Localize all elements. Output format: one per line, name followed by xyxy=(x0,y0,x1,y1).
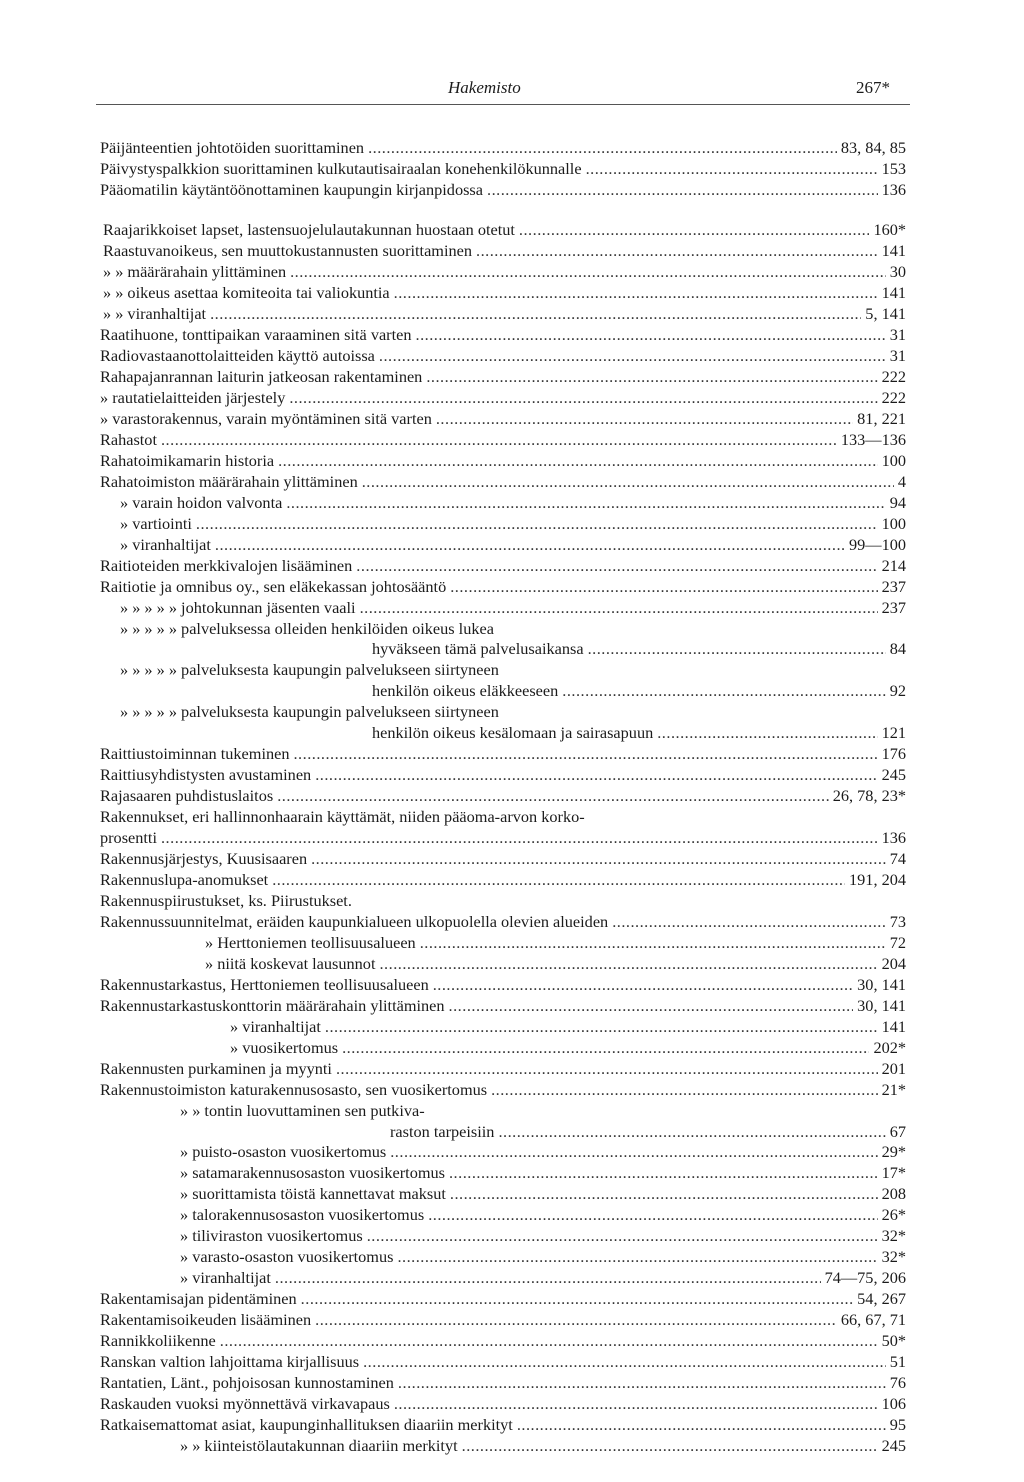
entry-text: Rahapajanrannan laiturin jatkeosan rakentaminen xyxy=(100,367,423,386)
dot-leader xyxy=(161,828,878,848)
entry-text: » viranhaltijat xyxy=(120,535,211,554)
entry-text: Rahatoimikamarin historia xyxy=(100,451,275,470)
dot-leader xyxy=(363,1352,886,1372)
dot-leader xyxy=(588,639,886,659)
dot-leader xyxy=(161,430,837,450)
index-entry xyxy=(0,1310,1024,1330)
dot-leader xyxy=(368,138,837,158)
index-entry xyxy=(0,1373,1024,1393)
entry-page-ref: 100 xyxy=(881,514,906,533)
entry-text: Rantatien, Länt., pohjoisosan kunnostaminen xyxy=(100,1373,394,1392)
entry-page-ref: 31 xyxy=(889,346,906,365)
index-entry xyxy=(0,1017,1024,1037)
entry-page-ref: 202* xyxy=(873,1038,906,1057)
entry-text: Raajarikkoiset lapset, lastensuojelulautakunnan huostaan otetut xyxy=(103,220,515,239)
entry-text: Ratkaisemattomat asiat, kaupunginhallituksen diaariin merkityt xyxy=(100,1415,513,1434)
index-entry xyxy=(0,451,1024,471)
entry-text: » » tontin luovuttaminen sen putkiva- xyxy=(180,1101,425,1120)
entry-page-ref: 204 xyxy=(881,954,906,973)
entry-text: » » viranhaltijat xyxy=(103,304,207,323)
index-entry xyxy=(0,1394,1024,1414)
dot-leader xyxy=(398,1373,886,1393)
index-entry xyxy=(0,702,1024,722)
dot-leader xyxy=(315,1310,837,1330)
dot-leader xyxy=(420,933,886,953)
dot-leader xyxy=(436,409,853,429)
entry-text: Radiovastaanottolaitteiden käyttö autoissa xyxy=(100,346,375,365)
index-entry xyxy=(0,639,1024,659)
index-entry xyxy=(0,765,1024,785)
entry-text: henkilön oikeus eläkkeeseen xyxy=(372,681,559,700)
index-entry xyxy=(0,430,1024,450)
entry-page-ref: 54, 267 xyxy=(857,1289,906,1308)
index-entry xyxy=(0,159,1024,179)
entry-text: » varasto-osaston vuosikertomus xyxy=(180,1247,394,1266)
index-entry xyxy=(0,493,1024,513)
entry-text: Rakennukset, eri hallinnonhaarain käyttämät, niiden pääoma-arvon korko- xyxy=(100,807,585,826)
dot-leader xyxy=(498,1122,885,1142)
entry-text: » » kiinteistölautakunnan diaariin merkityt xyxy=(180,1436,458,1455)
entry-page-ref: 191, 204 xyxy=(849,870,906,889)
entry-page-ref: 76 xyxy=(889,1373,906,1392)
dot-leader xyxy=(449,1163,878,1183)
entry-text: » varain hoidon valvonta xyxy=(120,493,283,512)
index-entry xyxy=(0,723,1024,743)
entry-page-ref: 121 xyxy=(881,723,906,742)
entry-text: Raittiusyhdistysten avustaminen xyxy=(100,765,312,784)
index-entry xyxy=(0,1122,1024,1142)
entry-page-ref: 81, 221 xyxy=(857,409,906,428)
index-entry xyxy=(0,1163,1024,1183)
dot-leader xyxy=(449,996,854,1016)
index-entry xyxy=(0,346,1024,366)
index-entry xyxy=(0,1331,1024,1351)
entry-page-ref: 214 xyxy=(881,556,906,575)
entry-text: » » » » » palveluksesta kaupungin palvelukseen siirtyneen xyxy=(120,702,499,721)
entry-text: » vuosikertomus xyxy=(230,1038,339,1057)
entry-page-ref: 26* xyxy=(881,1205,906,1224)
dot-leader xyxy=(657,723,877,743)
entry-page-ref: 32* xyxy=(881,1247,906,1266)
dot-leader xyxy=(426,367,877,387)
entry-page-ref: 30, 141 xyxy=(857,975,906,994)
entry-text: » suorittamista töistä kannettavat maksut xyxy=(180,1184,446,1203)
dot-leader xyxy=(433,975,853,995)
entry-text: Raatihuone, tonttipaikan varaaminen sitä varten xyxy=(100,325,412,344)
index-entry xyxy=(0,514,1024,534)
entry-text: prosentti xyxy=(100,828,157,847)
dot-leader xyxy=(586,159,878,179)
entry-page-ref: 237 xyxy=(881,598,906,617)
index-entry xyxy=(0,262,1024,282)
entry-page-ref: 26, 78, 23* xyxy=(832,786,906,805)
entry-text: Rakentamisajan pidentäminen xyxy=(100,1289,297,1308)
entry-page-ref: 222 xyxy=(881,367,906,386)
entry-text: Rakennuslupa-anomukset xyxy=(100,870,269,889)
entry-text: Rajasaaren puhdistuslaitos xyxy=(100,786,274,805)
entry-page-ref: 5, 141 xyxy=(865,304,906,323)
index-entry xyxy=(0,786,1024,806)
entry-text: Rakennusjärjestys, Kuusisaaren xyxy=(100,849,308,868)
dot-leader xyxy=(476,241,878,261)
index-entry xyxy=(0,807,1024,827)
entry-text: Rakennustoimiston katurakennusosasto, sen vuosikertomus xyxy=(100,1080,488,1099)
index-entry xyxy=(0,954,1024,974)
entry-page-ref: 95 xyxy=(889,1415,906,1434)
entry-page-ref: 73 xyxy=(889,912,906,931)
entry-page-ref: 51 xyxy=(889,1352,906,1371)
entry-page-ref: 100 xyxy=(881,451,906,470)
entry-page-ref: 141 xyxy=(881,241,906,260)
dot-leader xyxy=(428,1205,877,1225)
entry-page-ref: 30, 141 xyxy=(857,996,906,1015)
index-entry xyxy=(0,870,1024,890)
dot-leader xyxy=(325,1017,878,1037)
entry-text: » » » » » palveluksessa olleiden henkilöiden oikeus lukea xyxy=(120,619,494,638)
dot-leader xyxy=(289,388,877,408)
entry-text: Rakentamisoikeuden lisääminen xyxy=(100,1310,312,1329)
entry-text: » viranhaltijat xyxy=(180,1268,271,1287)
entry-text: Päivystyspalkkion suorittaminen kulkutautisairaalan konehenkilökunnalle xyxy=(100,159,582,178)
dot-leader xyxy=(394,1394,878,1414)
entry-page-ref: 176 xyxy=(881,744,906,763)
entry-text: Ranskan valtion lahjoittama kirjallisuus xyxy=(100,1352,360,1371)
entry-text: Raittiustoiminnan tukeminen xyxy=(100,744,290,763)
entry-text: henkilön oikeus kesälomaan ja sairasapuun xyxy=(372,723,654,742)
index-entry xyxy=(0,598,1024,618)
entry-page-ref: 208 xyxy=(881,1184,906,1203)
index-entry xyxy=(0,1038,1024,1058)
entry-text: » » oikeus asettaa komiteoita tai valiokuntia xyxy=(103,283,390,302)
index-entry xyxy=(0,220,1024,240)
dot-leader xyxy=(290,262,886,282)
dot-leader xyxy=(367,1226,878,1246)
entry-page-ref: 245 xyxy=(881,765,906,784)
entry-page-ref: 106 xyxy=(881,1394,906,1413)
entry-page-ref: 4 xyxy=(897,472,906,491)
dot-leader xyxy=(397,1247,877,1267)
dot-leader xyxy=(519,220,870,240)
dot-leader xyxy=(462,1436,878,1456)
index-entry xyxy=(0,1226,1024,1246)
dot-leader xyxy=(311,849,886,869)
entry-page-ref: 245 xyxy=(881,1436,906,1455)
index-entry xyxy=(0,744,1024,764)
dot-leader xyxy=(315,765,877,785)
index-entry xyxy=(0,472,1024,492)
dot-leader xyxy=(275,1268,821,1288)
dot-leader xyxy=(196,514,878,534)
entry-text: » tiliviraston vuosikertomus xyxy=(180,1226,363,1245)
entry-page-ref: 141 xyxy=(881,1017,906,1036)
dot-leader xyxy=(450,577,877,597)
index-entry xyxy=(0,681,1024,701)
dot-leader xyxy=(612,912,886,932)
index-entry xyxy=(0,1352,1024,1372)
dot-leader xyxy=(342,1038,869,1058)
entry-page-ref: 74 xyxy=(889,849,906,868)
dot-leader xyxy=(487,180,878,200)
index-entry xyxy=(0,1101,1024,1121)
entry-text: » talorakennusosaston vuosikertomus xyxy=(180,1205,425,1224)
entry-text: raston tarpeisiin xyxy=(390,1122,495,1141)
dot-leader xyxy=(390,1142,877,1162)
index-entry xyxy=(0,1289,1024,1309)
index-entry xyxy=(0,1184,1024,1204)
entry-page-ref: 32* xyxy=(881,1226,906,1245)
entry-text: » Herttoniemen teollisuusalueen xyxy=(205,933,416,952)
entry-page-ref: 237 xyxy=(881,577,906,596)
entry-page-ref: 222 xyxy=(881,388,906,407)
dot-leader xyxy=(356,556,877,576)
index-entry xyxy=(0,619,1024,639)
page-header-title: Hakemisto xyxy=(448,78,521,97)
entry-page-ref: 74—75, 206 xyxy=(824,1268,906,1287)
entry-page-ref: 83, 84, 85 xyxy=(840,138,906,157)
index-entry xyxy=(0,577,1024,597)
index-entry xyxy=(0,556,1024,576)
entry-page-ref: 29* xyxy=(881,1142,906,1161)
header-rule xyxy=(96,104,910,105)
entry-text: Rakennuspiirustukset, ks. Piirustukset. xyxy=(100,891,352,910)
index-entry xyxy=(0,1268,1024,1288)
entry-text: » rautatielaitteiden järjestely xyxy=(100,388,286,407)
entry-page-ref: 94 xyxy=(889,493,906,512)
entry-page-ref: 141 xyxy=(881,283,906,302)
entry-page-ref: 72 xyxy=(889,933,906,952)
page-number: 267* xyxy=(856,78,890,97)
index-entry xyxy=(0,304,1024,324)
dot-leader xyxy=(301,1289,853,1309)
index-entry xyxy=(0,849,1024,869)
index-entry xyxy=(0,283,1024,303)
index-entry xyxy=(0,912,1024,932)
entry-text: hyväkseen tämä palvelusaikansa xyxy=(372,639,584,658)
entry-text: Raitioteiden merkkivalojen lisääminen xyxy=(100,556,353,575)
index-entry xyxy=(0,325,1024,345)
entry-page-ref: 133—136 xyxy=(840,430,906,449)
dot-leader xyxy=(562,681,885,701)
dot-leader xyxy=(362,472,894,492)
index-entry xyxy=(0,933,1024,953)
entry-page-ref: 99—100 xyxy=(849,535,906,554)
entry-page-ref: 153 xyxy=(881,159,906,178)
entry-page-ref: 136 xyxy=(881,180,906,199)
index-entry xyxy=(0,367,1024,387)
entry-text: » niitä koskevat lausunnot xyxy=(205,954,376,973)
dot-leader xyxy=(517,1415,886,1435)
entry-text: » varastorakennus, varain myöntäminen sitä varten xyxy=(100,409,432,428)
dot-leader xyxy=(293,744,877,764)
dot-leader xyxy=(220,1331,878,1351)
entry-text: Rahastot xyxy=(100,430,157,449)
index-entry xyxy=(0,1205,1024,1225)
index-entry xyxy=(0,535,1024,555)
entry-page-ref: 66, 67, 71 xyxy=(840,1310,906,1329)
index-entry xyxy=(0,828,1024,848)
entry-text: » » määrärahain ylittäminen xyxy=(103,262,287,281)
dot-leader xyxy=(210,304,861,324)
index-entry xyxy=(0,1247,1024,1267)
index-entry xyxy=(0,241,1024,261)
index-entry xyxy=(0,660,1024,680)
index-entry xyxy=(0,1142,1024,1162)
index-entry xyxy=(0,1059,1024,1079)
index-entry xyxy=(0,388,1024,408)
entry-page-ref: 67 xyxy=(889,1122,906,1141)
entry-text: Rannikkoliikenne xyxy=(100,1331,216,1350)
entry-page-ref: 21* xyxy=(881,1080,906,1099)
entry-page-ref: 50* xyxy=(881,1331,906,1350)
entry-text: » » » » » johtokunnan jäsenten vaali xyxy=(120,598,356,617)
dot-leader xyxy=(278,451,878,471)
dot-leader xyxy=(379,954,877,974)
entry-text: » » » » » palveluksesta kaupungin palvelukseen siirtyneen xyxy=(120,660,499,679)
entry-text: » puisto-osaston vuosikertomus xyxy=(180,1142,387,1161)
entry-page-ref: 201 xyxy=(881,1059,906,1078)
entry-page-ref: 84 xyxy=(889,639,906,658)
dot-leader xyxy=(272,870,845,890)
entry-page-ref: 136 xyxy=(881,828,906,847)
dot-leader xyxy=(491,1080,877,1100)
dot-leader xyxy=(450,1184,878,1204)
index-entry xyxy=(0,975,1024,995)
entry-text: » satamarakennusosaston vuosikertomus xyxy=(180,1163,445,1182)
entry-page-ref: 31 xyxy=(889,325,906,344)
index-entry xyxy=(0,891,1024,911)
index-entry xyxy=(0,1080,1024,1100)
dot-leader xyxy=(379,346,886,366)
dot-leader xyxy=(277,786,829,806)
entry-text: Pääomatilin käytäntöönottaminen kaupungin kirjanpidossa xyxy=(100,180,483,199)
index-entry xyxy=(0,1436,1024,1456)
entry-text: Rakennustarkastuskonttorin määrärahain ylittäminen xyxy=(100,996,445,1015)
entry-text: Päijänteentien johtotöiden suorittaminen xyxy=(100,138,365,157)
entry-text: Rakennussuunnitelmat, eräiden kaupunkialueen ulkopuolella olevien alueiden xyxy=(100,912,609,931)
dot-leader xyxy=(215,535,845,555)
entry-page-ref: 30 xyxy=(889,262,906,281)
entry-text: Rakennustarkastus, Herttoniemen teollisuusalueen xyxy=(100,975,429,994)
dot-leader xyxy=(394,283,878,303)
entry-text: » vartiointi xyxy=(120,514,192,533)
dot-leader xyxy=(336,1059,878,1079)
entry-text: » viranhaltijat xyxy=(230,1017,321,1036)
index-entry xyxy=(0,138,1024,158)
entry-text: Raitiotie ja omnibus oy., sen eläkekassan johtosääntö xyxy=(100,577,447,596)
index-entry xyxy=(0,1415,1024,1435)
dot-leader xyxy=(416,325,886,345)
entry-page-ref: 17* xyxy=(881,1163,906,1182)
entry-page-ref: 160* xyxy=(873,220,906,239)
index-entry xyxy=(0,180,1024,200)
entry-text: Raastuvanoikeus, sen muuttokustannusten suorittaminen xyxy=(103,241,472,260)
index-entry xyxy=(0,996,1024,1016)
entry-text: Rahatoimiston määrärahain ylittäminen xyxy=(100,472,358,491)
entry-text: Rakennusten purkaminen ja myynti xyxy=(100,1059,332,1078)
dot-leader xyxy=(360,598,878,618)
entry-text: Raskauden vuoksi myönnettävä virkavapaus xyxy=(100,1394,390,1413)
index-entry xyxy=(0,409,1024,429)
entry-page-ref: 92 xyxy=(889,681,906,700)
dot-leader xyxy=(286,493,885,513)
